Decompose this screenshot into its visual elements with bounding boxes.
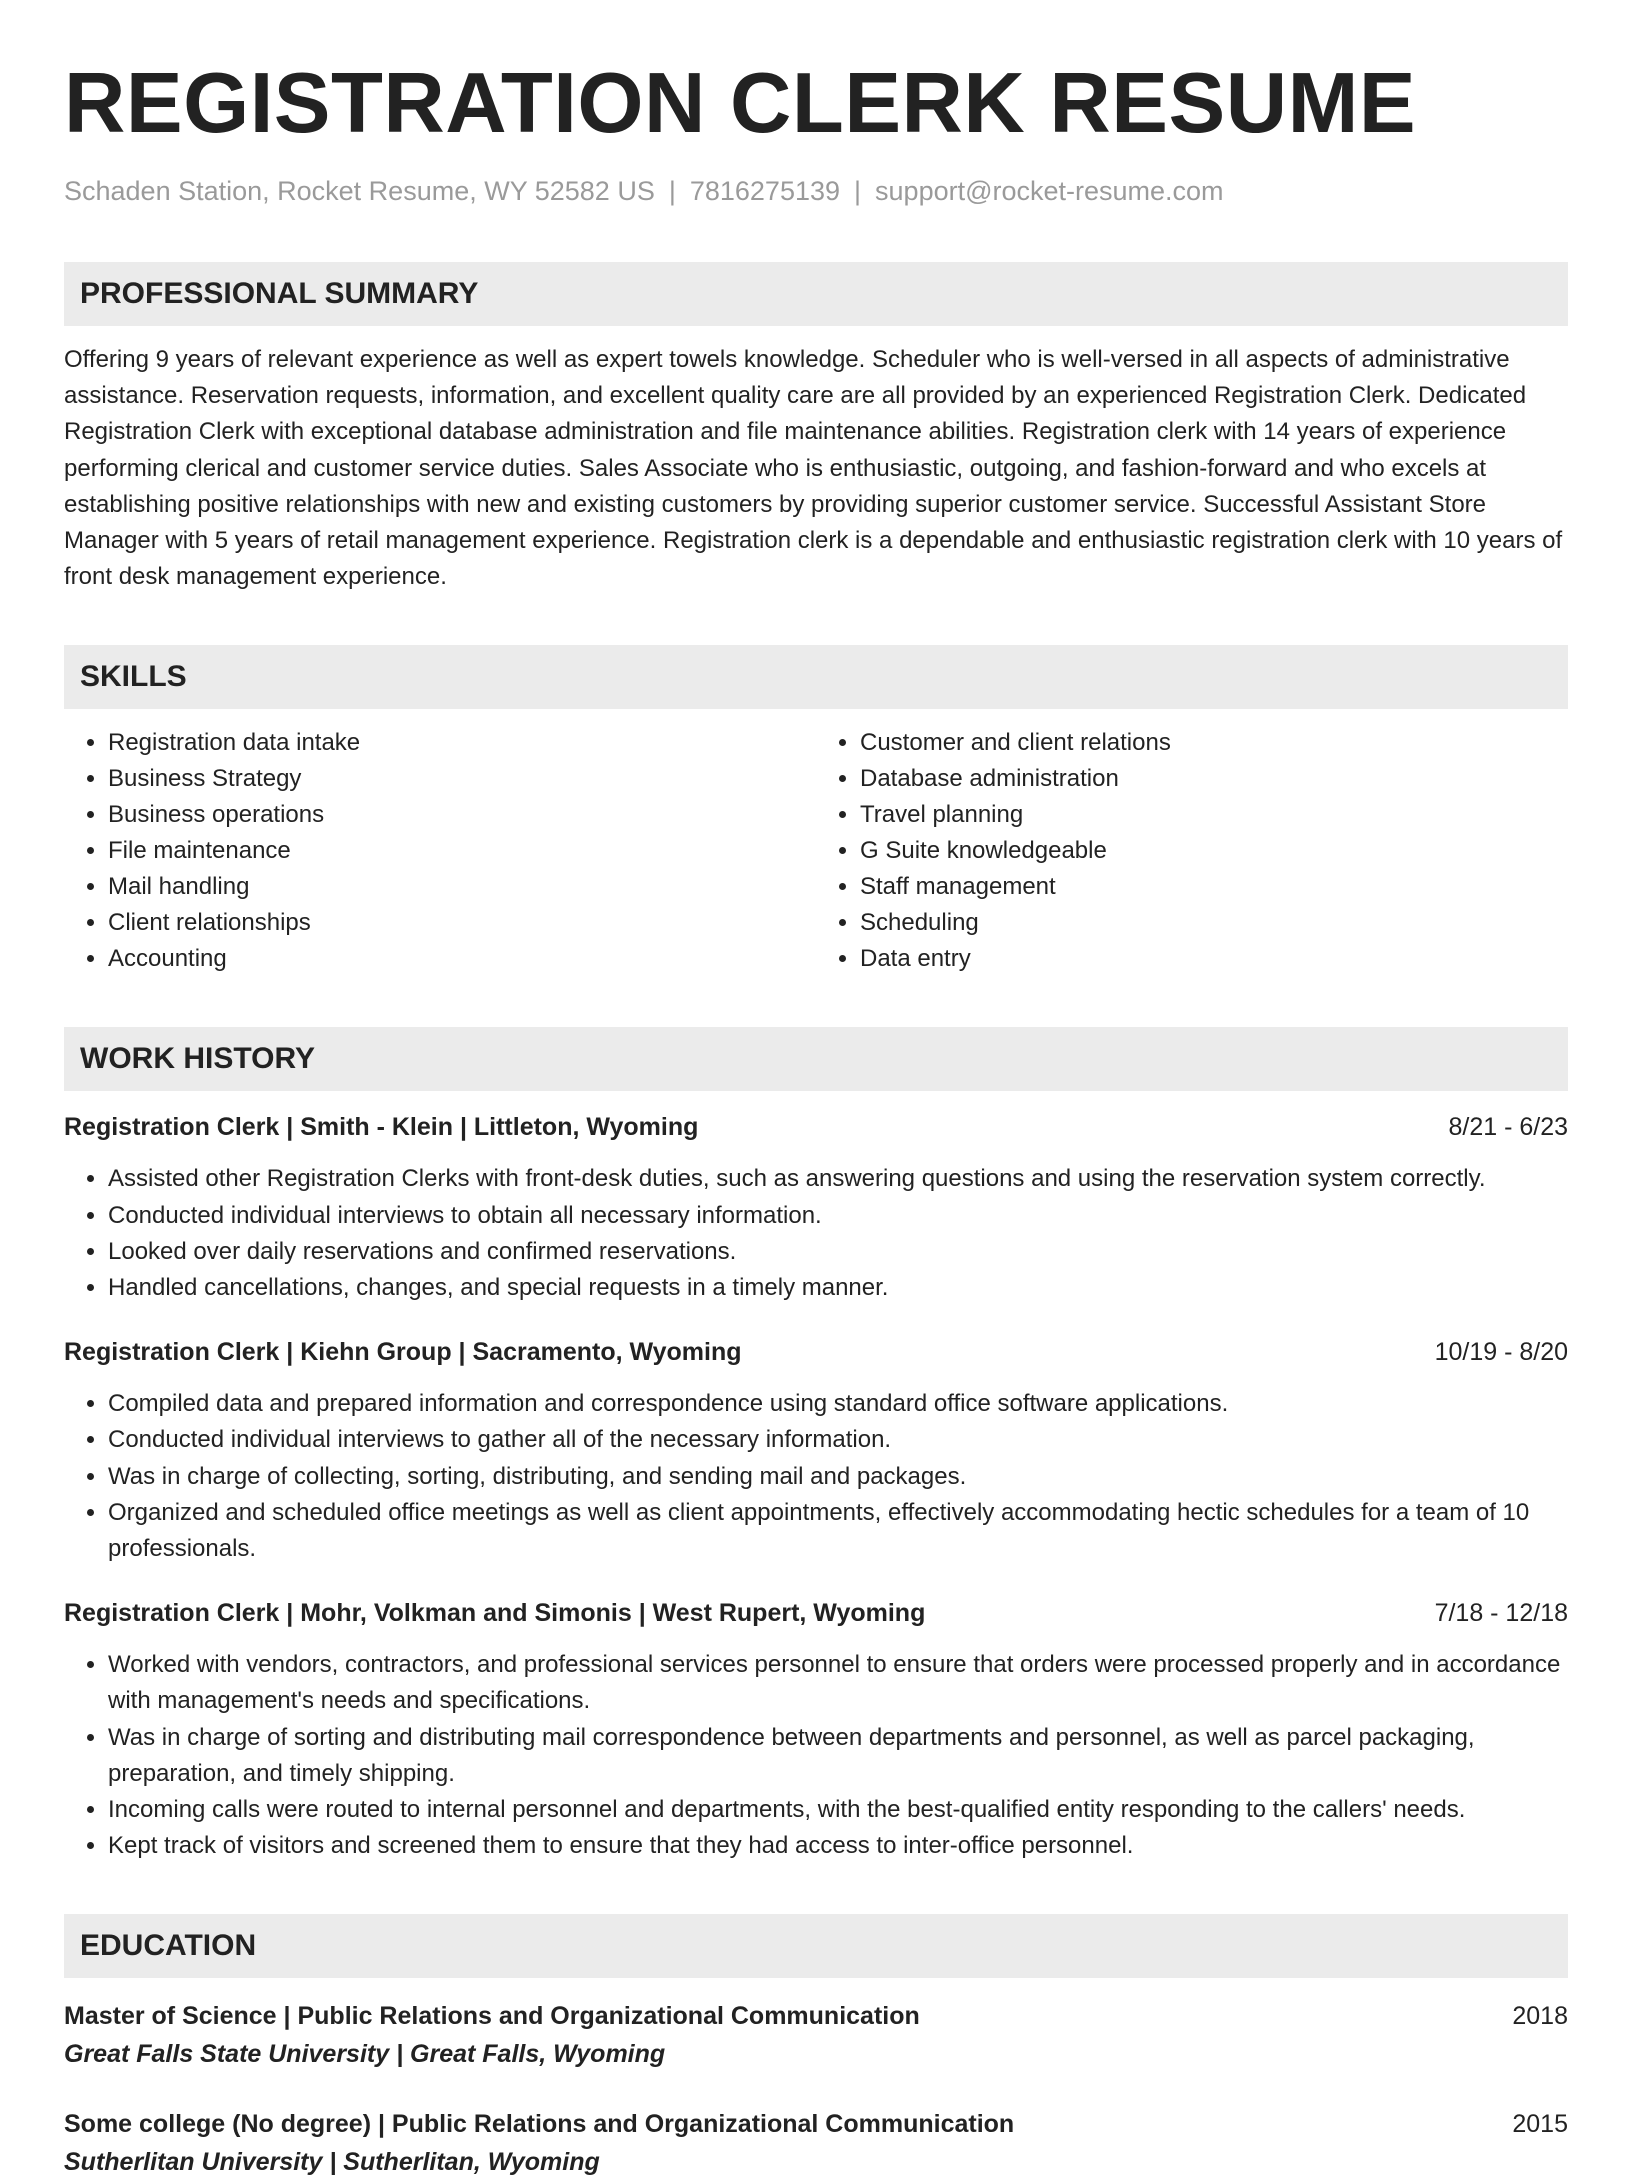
job-bullet: • Conducted individual interviews to obtain all necessary information. (108, 1198, 1568, 1234)
job-bullet: • Was in charge of collecting, sorting, distributing, and sending mail and packages. (108, 1459, 1568, 1495)
education-header (64, 1998, 1568, 2034)
contact-separator: | (668, 176, 676, 206)
job-entry (64, 1595, 1568, 1864)
contact-address: Schaden Station, Rocket Resume, WY 52582 US (64, 176, 655, 206)
job-header (64, 1595, 1568, 1631)
job-entry (64, 1109, 1568, 1306)
skill-item: • Business Strategy (108, 761, 816, 797)
section-header-work-history: WORK HISTORY (64, 1027, 1568, 1091)
skill-item: • Customer and client relations (860, 725, 1568, 761)
skill-item: • G Suite knowledgeable (860, 833, 1568, 869)
education-year: 2018 (1512, 2002, 1568, 2031)
job-bullets (64, 1386, 1568, 1567)
section-header-education: EDUCATION (64, 1914, 1568, 1978)
skill-item: • Data entry (860, 941, 1568, 977)
job-header (64, 1334, 1568, 1370)
job-dates: 8/21 - 6/23 (1448, 1113, 1568, 1142)
job-bullet: • Organized and scheduled office meetings as well as client appointments, effectively accommodating hectic schedules for a team of 10 professionals. (108, 1495, 1568, 1567)
skills-column-right (816, 725, 1568, 977)
job-bullet: • Incoming calls were routed to internal personnel and departments, with the best-qualified entity responding to the callers' needs. (108, 1792, 1568, 1828)
skill-item: • Accounting (108, 941, 816, 977)
education-entry (64, 1998, 1568, 2072)
section-header-summary: PROFESSIONAL SUMMARY (64, 262, 1568, 326)
job-bullets (64, 1647, 1568, 1864)
job-header (64, 1109, 1568, 1145)
contact-line (64, 174, 1568, 208)
job-dates: 10/19 - 8/20 (1434, 1338, 1568, 1367)
skills-list (64, 725, 1568, 977)
job-dates: 7/18 - 12/18 (1434, 1599, 1568, 1628)
contact-separator: | (854, 176, 862, 206)
skill-item: • Travel planning (860, 797, 1568, 833)
education-year: 2015 (1512, 2110, 1568, 2139)
skill-item: • Client relationships (108, 905, 816, 941)
resume-title: REGISTRATION CLERK RESUME (64, 56, 1417, 151)
education-degree: Master of Science | Public Relations and Organizational Communication (64, 2002, 920, 2031)
education-school: Sutherlitan University | Sutherlitan, Wyoming (64, 2148, 600, 2177)
job-entry (64, 1334, 1568, 1567)
skill-item: • Registration data intake (108, 725, 816, 761)
resume-page (64, 0, 1568, 2180)
skill-item: • Business operations (108, 797, 816, 833)
skill-item: • File maintenance (108, 833, 816, 869)
job-bullet: • Conducted individual interviews to gather all of the necessary information. (108, 1422, 1568, 1458)
education-entry (64, 2106, 1568, 2180)
contact-email: support@rocket-resume.com (875, 176, 1224, 206)
job-title: Registration Clerk | Mohr, Volkman and Simonis | West Rupert, Wyoming (64, 1599, 926, 1628)
skills-column-left (64, 725, 816, 977)
job-bullet: • Handled cancellations, changes, and special requests in a timely manner. (108, 1270, 1568, 1306)
summary-text: Offering 9 years of relevant experience as well as expert towels knowledge. Scheduler who is well-versed in all aspects of administrative assistance. Reservation requests, information, and excellent quality care are all provided by an experienced Registration Clerk. Dedicated Registration Clerk with exceptional database administration and file maintenance abilities. Registration clerk with 14 years of experience performing clerical and customer service duties. Sales Associate who is enthusiastic, outgoing, and fashion-forward and who excels at establishing positive relationships with new and existing customers by providing superior customer service. Successful Assistant Store Manager with 5 years of retail management experience. Registration clerk is a dependable and enthusiastic registration clerk with 10 years of front desk management experience. (64, 346, 1563, 591)
job-title: Registration Clerk | Kiehn Group | Sacramento, Wyoming (64, 1338, 742, 1367)
skill-item: • Staff management (860, 869, 1568, 905)
job-bullet: • Worked with vendors, contractors, and professional services personnel to ensure that orders were processed properly and in accordance with management's needs and specifications. (108, 1647, 1568, 1719)
job-bullet: • Assisted other Registration Clerks with front-desk duties, such as answering questions and using the reservation system correctly. (108, 1161, 1568, 1197)
job-bullet: • Was in charge of sorting and distributing mail correspondence between departments and personnel, as well as parcel packaging, preparation, and timely shipping. (108, 1720, 1568, 1792)
skill-item: • Database administration (860, 761, 1568, 797)
job-bullet: • Compiled data and prepared information and correspondence using standard office software applications. (108, 1386, 1568, 1422)
job-title: Registration Clerk | Smith - Klein | Littleton, Wyoming (64, 1113, 699, 1142)
job-bullets (64, 1161, 1568, 1306)
education-degree: Some college (No degree) | Public Relations and Organizational Communication (64, 2110, 1015, 2139)
section-header-skills: SKILLS (64, 645, 1568, 709)
job-bullet: • Kept track of visitors and screened them to ensure that they had access to inter-office personnel. (108, 1828, 1568, 1864)
contact-phone: 7816275139 (689, 176, 841, 206)
job-bullet: • Looked over daily reservations and confirmed reservations. (108, 1234, 1568, 1270)
skill-item: • Scheduling (860, 905, 1568, 941)
education-school: Great Falls State University | Great Falls, Wyoming (64, 2040, 666, 2069)
skill-item: • Mail handling (108, 869, 816, 905)
